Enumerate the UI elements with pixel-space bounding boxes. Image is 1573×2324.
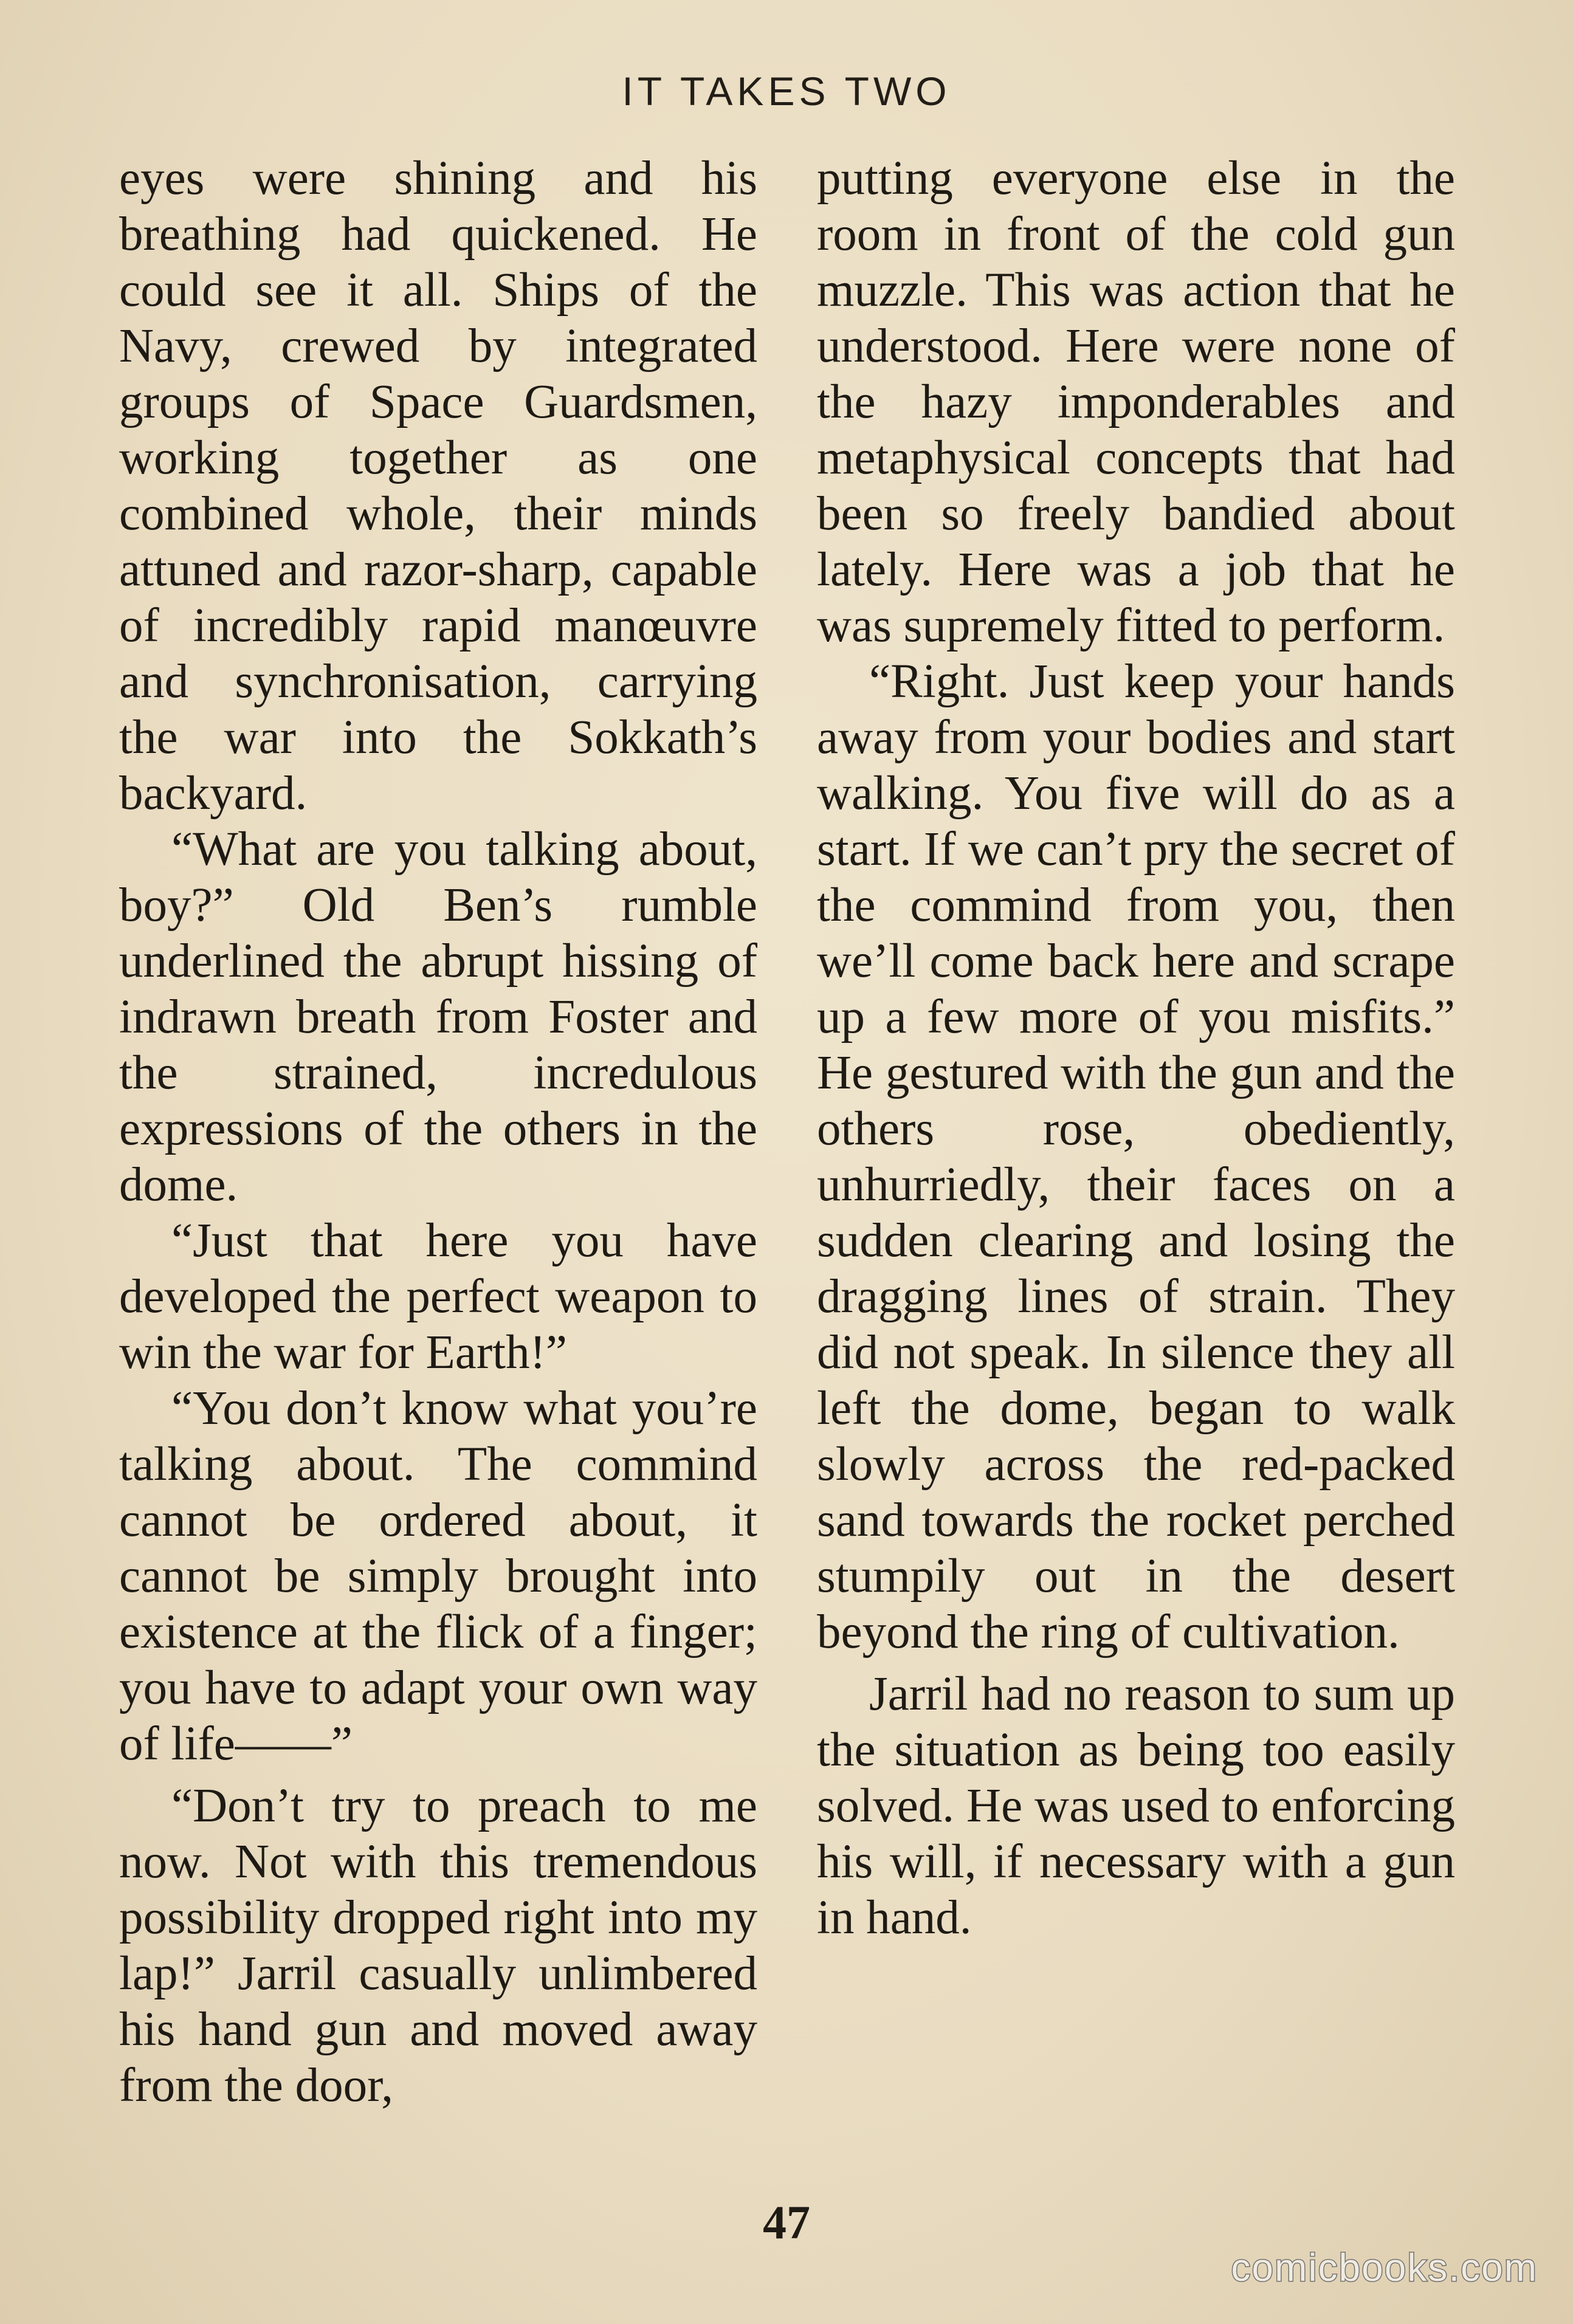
paragraph: “Right. Just keep your hands away from your bodies and start walking. You five will do as a start. If we can’t pry the secret of the commind from you, then we’ll come back here and scrape up a few more of you misfits.” He gestured with the gun and the others rose, obediently, unhurriedly, their faces on a sudden clearing and losing the dragging lines of strain. They did not speak. In silence they all left the dome, began to walk slowly across the red-packed sand towards the rocket perched stumpily out in the desert beyond the ring of cultivation. [817, 655, 1455, 1659]
paragraph: Jarril had no reason to sum up the situation as being too easily solved. He was used to enforcing his will, if necessary with a gun in hand. [817, 1668, 1455, 1944]
right-column [817, 151, 1455, 1946]
running-head: IT TAKES TWO [622, 69, 951, 114]
paragraph: putting everyone else in the room in front of the cold gun muzzle. This was action that he understood. Here were none of the hazy imponderables and metaphysical concepts that had been so freely bandied about lately. Here was a job that he was supremely fitted to perform. [817, 152, 1455, 652]
watermark-logo: comicbooks.com [1231, 2246, 1538, 2289]
paragraph: eyes were shining and his breathing had quickened. He could see it all. Ships of the Navy, crewed by integrated groups of Space Guardsmen, working together as one combined whole, their minds attuned and razor-sharp, capable of incredibly rapid manœuvre and synchronisation, carrying the war into the Sokkath’s backyard. [119, 152, 757, 820]
left-column [119, 151, 757, 2114]
paragraph: “Don’t try to preach to me now. Not with this tremendous possibility dropped right into my lap!” Jarril casually unlimbered his hand gun and moved away from the door, [119, 1779, 757, 2112]
page-number: 47 [763, 2196, 810, 2249]
paragraph: “What are you talking about, boy?” Old Ben’s rumble underlined the abrupt hissing of indrawn breath from Foster and the strained, incredulous expressions of the others in the dome. [119, 823, 757, 1211]
paragraph: “Just that here you have developed the perfect weapon to win the war for Earth!” [119, 1214, 757, 1379]
paragraph: “You don’t know what you’re talking about. The commind cannot be ordered about, it cannot be simply brought into existence at the flick of a finger; you have to adapt your own way of life——” [119, 1382, 757, 1770]
